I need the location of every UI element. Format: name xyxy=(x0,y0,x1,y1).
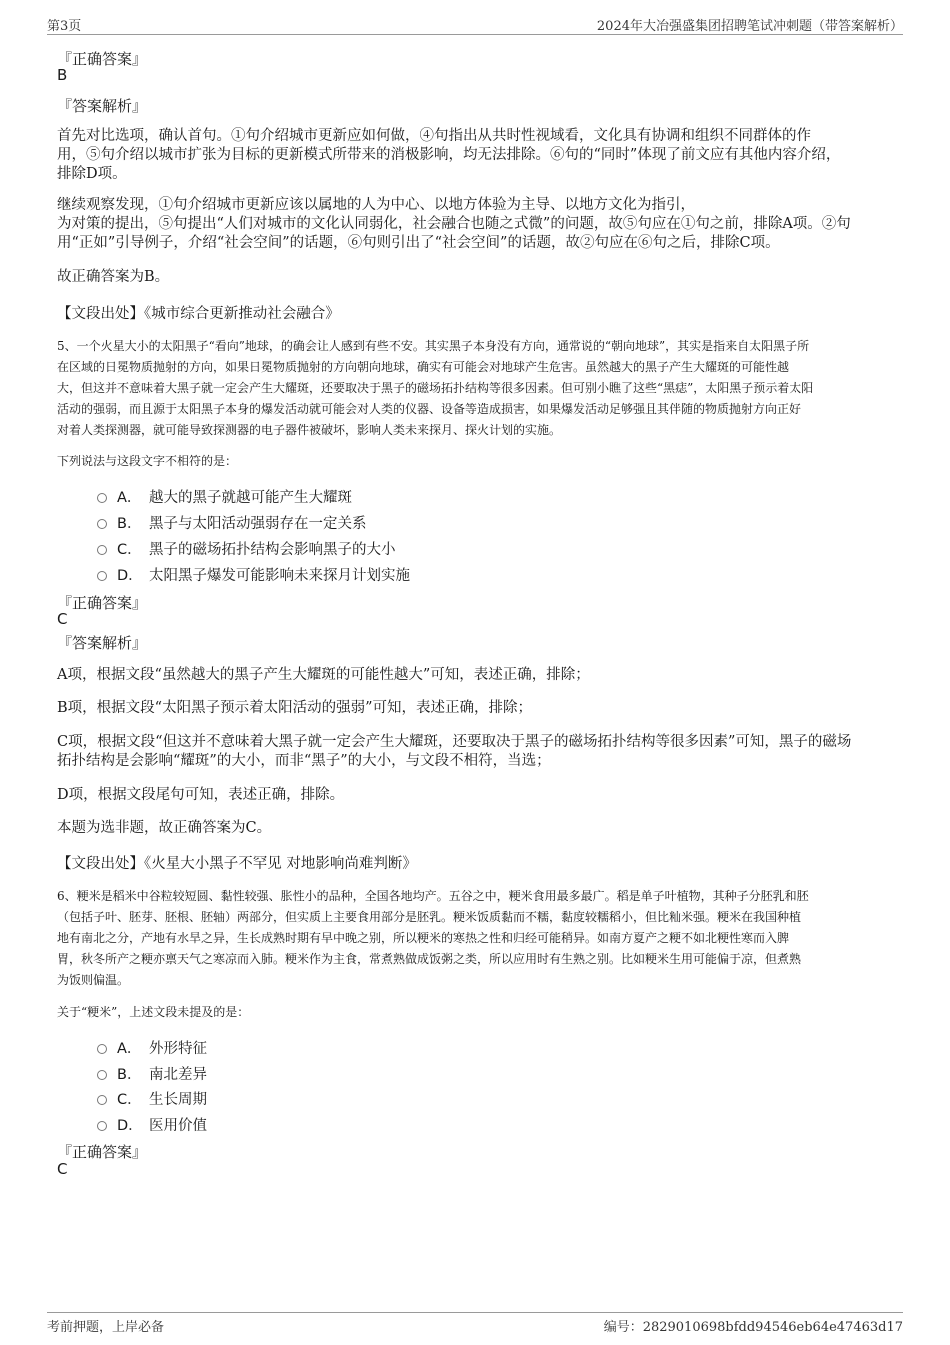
option-key: C． xyxy=(117,542,142,558)
text-line: 为饭则偏温。 xyxy=(57,973,130,987)
text-line: 首先对比选项，确认首句。①句介绍城市更新应如何做，④句指出从共时性视域看，文化具有协调和组织不同群体的作 xyxy=(57,128,811,144)
analysis-line: A项，根据文段“虽然越大的黑子产生大耀斑的可能性越大”可知，表述正确，排除； xyxy=(57,667,590,683)
option-key: B． xyxy=(117,516,142,532)
footer-slogan: 考前押题，上岸必备 xyxy=(47,1320,165,1335)
text-line: 地有南北之分，产地有水旱之异，生长成熟时期有早中晚之别，所以粳米的寒热之性和归经可能稍异。如南方夏产之粳不如北粳性寒而入脾 xyxy=(57,931,790,945)
option-key: A． xyxy=(117,1041,142,1057)
analysis-line: B项，根据文段“太阳黑子预示着太阳活动的强弱”可知，表述正确，排除； xyxy=(57,700,532,716)
conclusion: 本题为选非题，故正确答案为C。 xyxy=(57,820,272,836)
option-key: A． xyxy=(117,490,142,506)
option-text: 南北差异 xyxy=(149,1067,207,1083)
answer-value: B xyxy=(57,66,68,84)
option-text: 黑子的磁场拓扑结构会影响黑子的大小 xyxy=(149,542,396,558)
question-stem xyxy=(57,886,893,991)
text-line: 拓扑结构是会影响“耀斑”的大小，而非“黑子”的大小，与文段不相符，当选； xyxy=(57,753,551,769)
analysis-paragraph xyxy=(57,196,893,253)
radio-icon[interactable] xyxy=(97,1121,107,1131)
option-text: 外形特征 xyxy=(149,1041,207,1057)
analysis-paragraph xyxy=(57,733,893,771)
analysis-label: 『答案解析』 xyxy=(57,634,148,652)
option-d[interactable] xyxy=(97,564,410,584)
option-c[interactable] xyxy=(97,538,396,558)
answer-value: C xyxy=(57,1160,68,1178)
option-b[interactable] xyxy=(97,512,367,532)
text-line: 排除D项。 xyxy=(57,166,127,182)
radio-icon[interactable] xyxy=(97,1070,107,1080)
text-line: 在区域的日冕物质抛射的方向，如果日冕物质抛射的方向朝向地球，确实有可能会对地球产生危害。虽然越大的黑子产生大耀斑的可能性越 xyxy=(57,360,790,374)
analysis-label: 『答案解析』 xyxy=(57,97,148,115)
page-footer xyxy=(47,1312,903,1333)
conclusion: 故正确答案为B。 xyxy=(57,269,170,285)
question-prompt: 关于“粳米”，上述文段未提及的是： xyxy=(57,1005,250,1019)
question-prompt: 下列说法与这段文字不相符的是： xyxy=(57,454,238,468)
radio-icon[interactable] xyxy=(97,1095,107,1105)
text-line: 对着人类探测器，就可能导致探测器的电子器件被破坏，影响人类未来探月、探火计划的实施。 xyxy=(57,423,562,437)
text-line: 活动的强弱，而且源于太阳黑子本身的爆发活动就可能会对人类的仪器、设备等造成损害，如果爆发活动足够强且其伴随的物质抛射方向正好 xyxy=(57,402,802,416)
source-citation: 【文段出处】《火星大小黑子不罕见 对地影响尚难判断》 xyxy=(57,856,417,872)
analysis-line: D项，根据文段尾句可知，表述正确，排除。 xyxy=(57,787,345,803)
analysis-paragraph xyxy=(57,127,893,184)
text-line: 继续观察发现，①句介绍城市更新应该以属地的人为中心、以地方体验为主导、以地方文化为指引， xyxy=(57,197,695,213)
text-line: 用“正如”引导例子，介绍“社会空间”的话题，⑥句则引出了“社会空间”的话题，故②句应在⑥句之后，排除C项。 xyxy=(57,235,780,251)
document-code: 编号：2829010698bfdd94546eb64e47463d17 xyxy=(603,1320,903,1335)
option-a[interactable] xyxy=(97,1037,207,1057)
text-line: 为对策的提出，⑤句提出“人们对城市的文化认同弱化，社会融合也随之式微”的问题，故⑤句应在①句之前，排除A项。②句 xyxy=(57,216,851,232)
text-line: C项，根据文段“但这并不意味着大黑子就一定会产生大耀斑，还要取决于黑子的磁场拓扑结构等很多因素”可知，黑子的磁场 xyxy=(57,734,852,750)
source-citation: 【文段出处】《城市综合更新推动社会融合》 xyxy=(57,306,340,322)
radio-icon[interactable] xyxy=(97,571,107,581)
option-b[interactable] xyxy=(97,1063,207,1083)
text-line: （包括子叶、胚芽、胚根、胚轴）两部分，但实质上主要食用部分是胚乳。粳米饭质黏而不糯，黏度较糯稻小，但比籼米强。粳米在我国种植 xyxy=(57,910,802,924)
option-key: C． xyxy=(117,1092,142,1108)
text-line: 6、粳米是稻米中谷粒较短圆、黏性较强、胀性小的品种，全国各地均产。五谷之中，粳米食用最多最广。稻是单子叶植物，其种子分胚乳和胚 xyxy=(57,889,809,903)
radio-icon[interactable] xyxy=(97,1044,107,1054)
document-title: 2024年大冶强盛集团招聘笔试冲刺题（带答案解析） xyxy=(596,19,903,34)
option-key: B． xyxy=(117,1067,142,1083)
option-text: 医用价值 xyxy=(149,1118,207,1134)
option-text: 越大的黑子就越可能产生大耀斑 xyxy=(149,490,352,506)
option-a[interactable] xyxy=(97,486,352,506)
answer-label: 『正确答案』 xyxy=(57,594,148,612)
radio-icon[interactable] xyxy=(97,519,107,529)
option-text: 黑子与太阳活动强弱存在一定关系 xyxy=(149,516,367,532)
radio-icon[interactable] xyxy=(97,545,107,555)
question-stem xyxy=(57,336,893,441)
answer-value: C xyxy=(57,610,68,628)
answer-label: 『正确答案』 xyxy=(57,50,148,68)
option-text: 太阳黑子爆发可能影响未来探月计划实施 xyxy=(149,568,410,584)
option-key: D． xyxy=(117,568,143,584)
text-line: 胃，秋冬所产之粳亦禀天气之寒凉而入肺。粳米作为主食，常煮熟做成饭粥之类，所以应用时有生熟之别。比如粳米生用可能偏于凉，但煮熟 xyxy=(57,952,802,966)
option-text: 生长周期 xyxy=(149,1092,207,1108)
page-header xyxy=(47,14,903,35)
text-line: 用，⑤句介绍以城市扩张为目标的更新模式所带来的消极影响，均无法排除。⑥句的“同时”体现了前文应有其他内容介绍， xyxy=(57,147,841,163)
text-line: 5、一个火星大小的太阳黑子“看向”地球，的确会让人感到有些不安。其实黑子本身没有方向，通常说的“朝向地球”，其实是指来自太阳黑子所 xyxy=(57,339,810,353)
radio-icon[interactable] xyxy=(97,493,107,503)
option-d[interactable] xyxy=(97,1114,207,1134)
text-line: 大，但这并不意味着大黑子就一定会产生大耀斑，还要取决于黑子的磁场拓扑结构等很多因素。但可别小瞧了这些“黑痣”，太阳黑子预示着太阳 xyxy=(57,381,814,395)
option-c[interactable] xyxy=(97,1088,207,1108)
answer-label: 『正确答案』 xyxy=(57,1143,148,1161)
page-number: 第3页 xyxy=(47,19,82,34)
option-key: D． xyxy=(117,1118,143,1134)
